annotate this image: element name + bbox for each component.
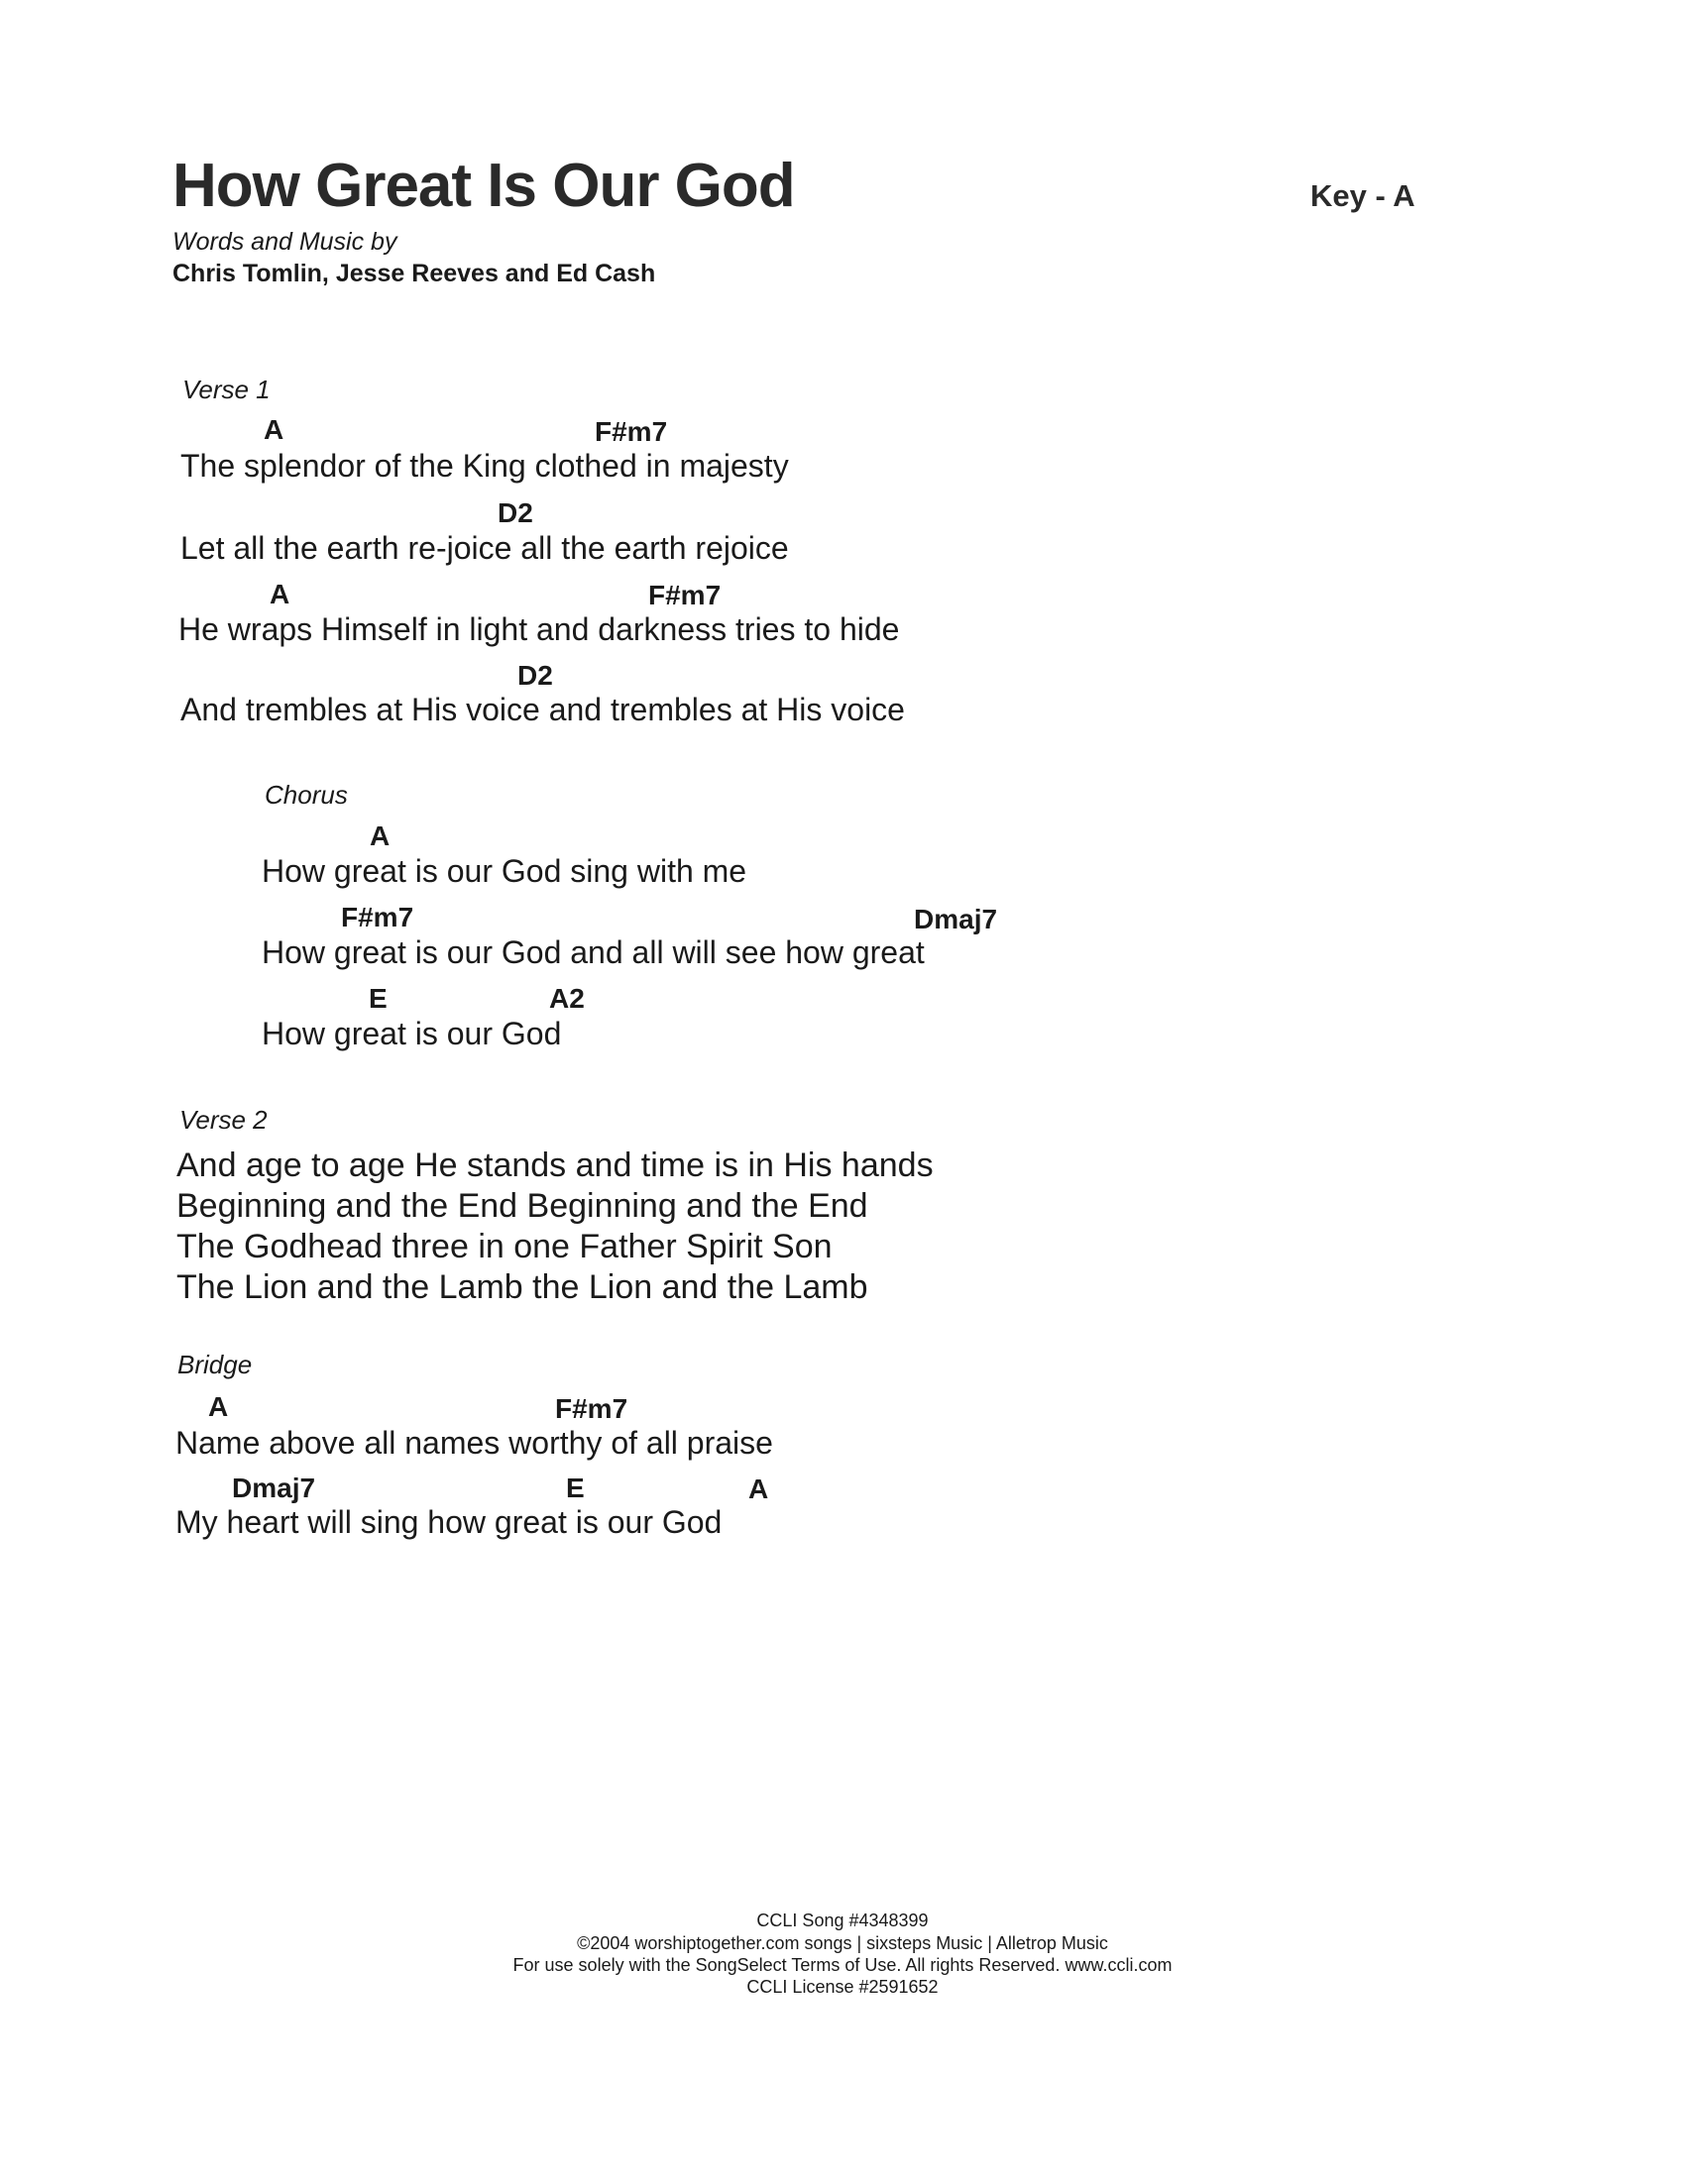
chord: A xyxy=(748,1474,769,1504)
footer-copyright: ©2004 worshiptogether.com songs | sixsteps Music | Alletrop Music xyxy=(577,1933,1108,1953)
chord: A xyxy=(270,579,290,609)
chord: Dmaj7 xyxy=(914,904,998,934)
chord: D2 xyxy=(498,497,533,528)
lyric-line: How great is our God xyxy=(262,1016,562,1051)
credits-names: Chris Tomlin, Jesse Reeves and Ed Cash xyxy=(172,260,656,287)
lyric-line: How great is our God sing with me xyxy=(262,853,747,889)
footer-ccli-song: CCLI Song #4348399 xyxy=(756,1911,929,1930)
footer-ccli-license: CCLI License #2591652 xyxy=(746,1977,939,1997)
chord: Dmaj7 xyxy=(232,1473,316,1503)
song-title: How Great Is Our God xyxy=(172,152,795,220)
lyric-line: And age to age He stands and time is in His hands xyxy=(176,1147,934,1184)
lyric-line: How great is our God and all will see how great xyxy=(262,934,925,970)
section-label-verse-1: Verse 1 xyxy=(182,375,271,404)
chord: A xyxy=(370,820,391,851)
section-label-chorus: Chorus xyxy=(265,780,348,810)
chord: F#m7 xyxy=(648,580,722,610)
lyric-line: Let all the earth re-joice all the earth rejoice xyxy=(180,530,789,566)
chord: D2 xyxy=(517,660,553,691)
chord: F#m7 xyxy=(341,902,414,932)
lyric-line: And trembles at His voice and trembles at His voice xyxy=(180,692,905,727)
lyric-line: Beginning and the End Beginning and the End xyxy=(176,1187,868,1225)
footer-terms: For use solely with the SongSelect Terms of Use. All rights Reserved. www.ccli.com xyxy=(512,1955,1173,1975)
chord: F#m7 xyxy=(555,1393,628,1424)
lyric-line: Name above all names worthy of all praise xyxy=(175,1425,773,1461)
chord: F#m7 xyxy=(595,416,668,447)
section-label-bridge: Bridge xyxy=(177,1350,253,1379)
lyric-line: The Godhead three in one Father Spirit Son xyxy=(176,1228,833,1265)
section-label-verse-2: Verse 2 xyxy=(179,1105,268,1135)
song-key: Key - A xyxy=(1310,178,1415,213)
chord: A xyxy=(264,414,284,445)
lyric-line: My heart will sing how great is our God xyxy=(175,1504,723,1540)
chord: A2 xyxy=(549,983,585,1014)
chord: E xyxy=(566,1473,585,1503)
chord: A xyxy=(208,1391,229,1422)
credits-label: Words and Music by xyxy=(172,228,397,256)
lyric-line: He wraps Himself in light and darkness tries to hide xyxy=(178,611,900,647)
chord: E xyxy=(369,983,388,1014)
lyric-line: The Lion and the Lamb the Lion and the Lamb xyxy=(176,1268,868,1306)
lyric-line: The splendor of the King clothed in majesty xyxy=(180,448,789,484)
